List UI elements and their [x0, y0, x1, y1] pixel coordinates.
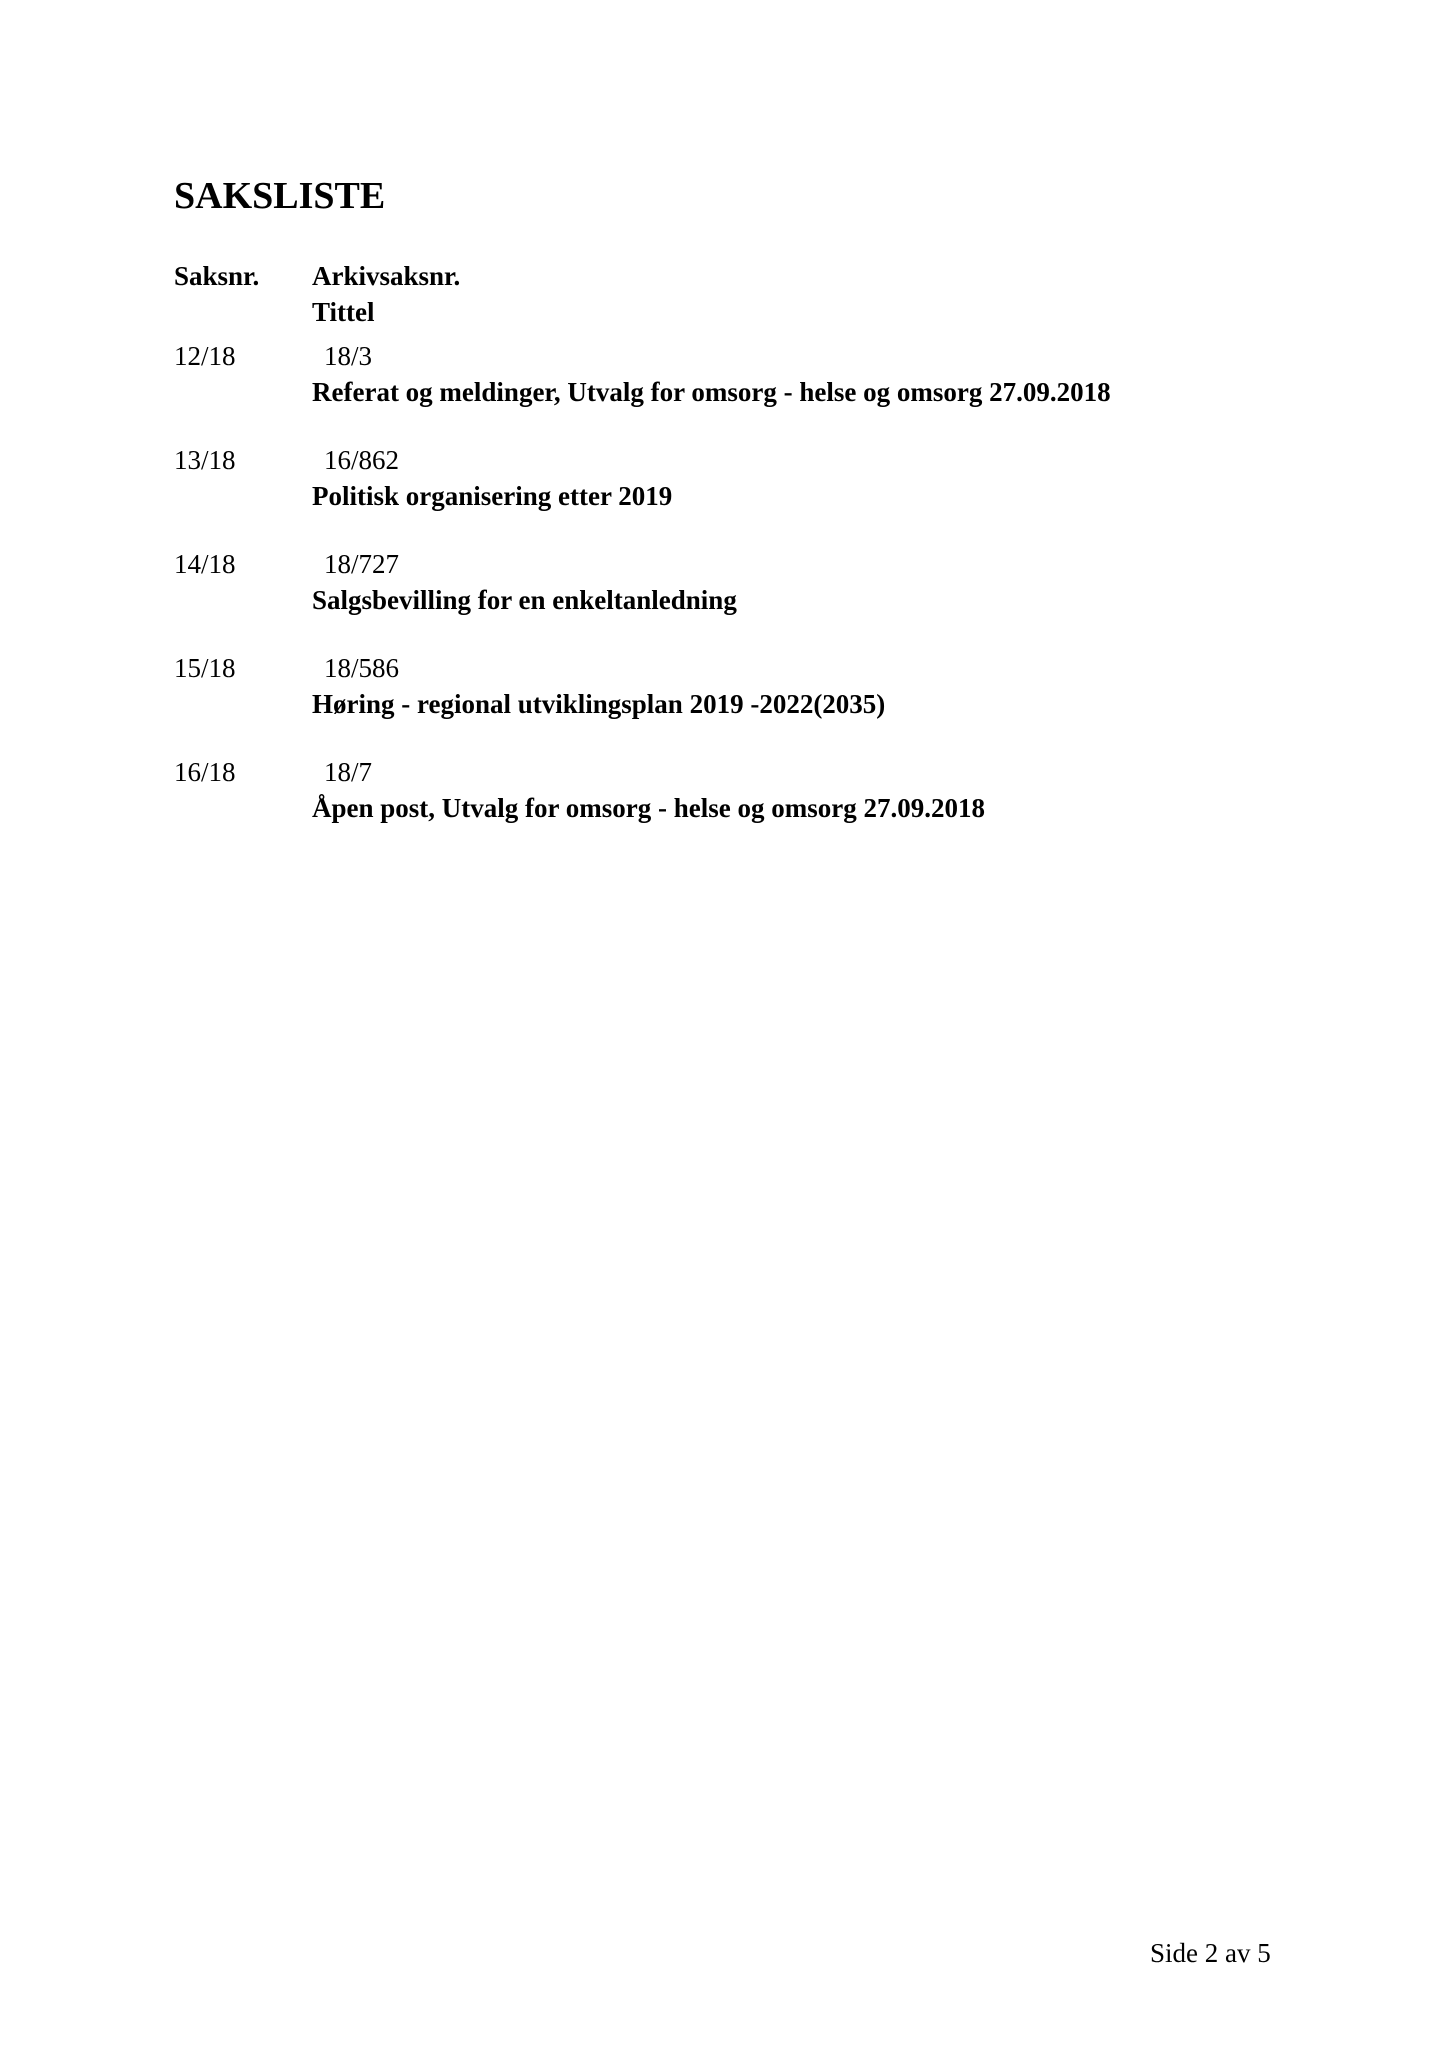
column-header-tittel: Tittel — [312, 297, 375, 327]
case-number: 14/18 — [174, 549, 236, 579]
case-title: Høring - regional utviklingsplan 2019 -2022(2035) — [312, 689, 886, 719]
case-item — [0, 754, 1448, 858]
case-title: Politisk organisering etter 2019 — [312, 481, 673, 511]
page-title: SAKSLISTE — [174, 175, 386, 217]
column-header-saksnr: Saksnr. — [174, 261, 260, 291]
case-list — [0, 338, 1448, 858]
case-item — [0, 338, 1448, 442]
case-number: 15/18 — [174, 653, 236, 683]
page-number: Side 2 av 5 — [1150, 1938, 1271, 1968]
case-title: Åpen post, Utvalg for omsorg - helse og omsorg 27.09.2018 — [312, 793, 985, 823]
case-item — [0, 546, 1448, 650]
column-header-arkivsaksnr: Arkivsaksnr. — [312, 261, 461, 291]
archive-case-number: 18/586 — [324, 653, 400, 683]
case-number: 13/18 — [174, 445, 236, 475]
archive-case-number: 16/862 — [324, 445, 400, 475]
case-number: 16/18 — [174, 757, 236, 787]
case-title: Referat og meldinger, Utvalg for omsorg - helse og omsorg 27.09.2018 — [312, 377, 1111, 407]
case-item — [0, 442, 1448, 546]
case-number: 12/18 — [174, 341, 236, 371]
case-item — [0, 650, 1448, 754]
case-title: Salgsbevilling for en enkeltanledning — [312, 585, 737, 615]
archive-case-number: 18/3 — [324, 341, 373, 371]
archive-case-number: 18/727 — [324, 549, 400, 579]
archive-case-number: 18/7 — [324, 757, 373, 787]
